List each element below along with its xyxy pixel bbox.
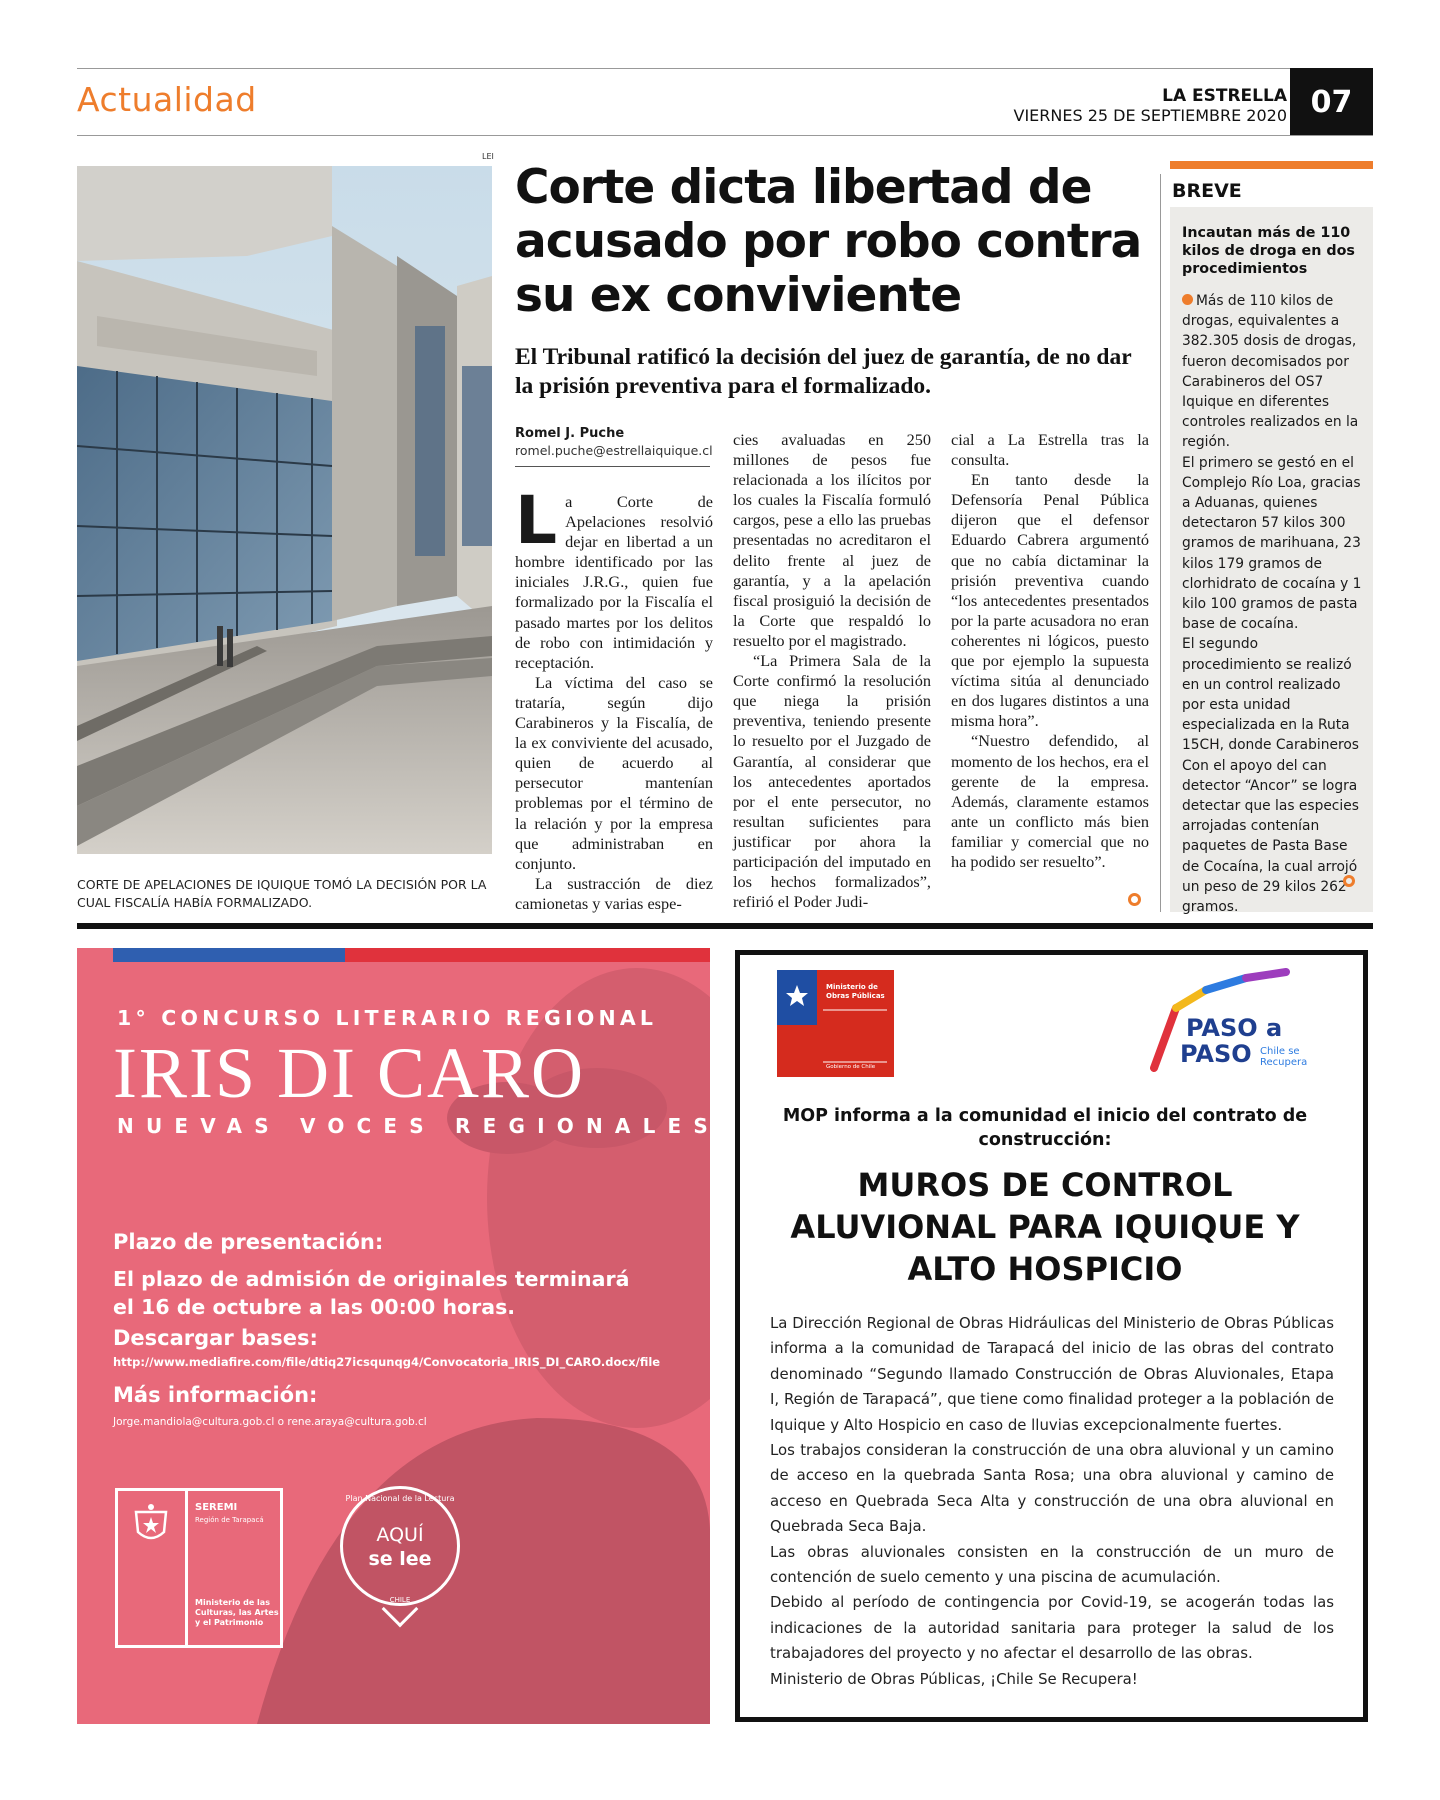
mop-title: MUROS DE CONTROL ALUVIONAL PARA IQUIQUE Y ALTO HOSPICIO	[790, 1166, 1300, 1288]
seremi-region: Región de Tarapacá	[195, 1516, 264, 1524]
author-name: Romel J. Puche	[515, 426, 625, 441]
court-building-photo	[77, 166, 492, 854]
deadline-heading: Plazo de presentación:	[113, 1230, 384, 1254]
deadline-text: El plazo de admisión de originales terminará el 16 de octubre a las 00:00 horas.	[113, 1267, 630, 1319]
paragraph: La Corte de Apelaciones resolvió dejar en libertad a un hombre identificado por las iniciales J.R.G., quien fue formalizado por la Fiscalía el pasado martes por los delitos de robo con intimidación y receptación.	[515, 482, 713, 672]
paso-label: PASO	[1180, 1040, 1252, 1068]
paragraph: La sustracción de diez camionetas y varias espe-	[515, 873, 713, 913]
byline-rule	[515, 466, 710, 467]
mop-logo-text: Ministerio de Obras Públicas	[826, 983, 885, 1000]
paragraph: cies avaluadas en 250 millones de pesos fue relacionada a los ilícitos por los cuales la Fiscalía formuló cargos, pese a ello las pruebas presentadas no acreditaron el delito frente al juez de garantía, y a la apelación fiscal prosiguió la decisión de la Corte que respaldó lo resuelto por el magistrado.	[733, 430, 931, 650]
paragraph: “La Primera Sala de la Corte confirmó la resolución que niega la prisión preventiva, teniendo presente lo resuelto por el Juzgado de Garantía, al considerar que los antecedentes aportados por el ente persecutor, no resultan suficientes para justificar por ahora la participación del imputado en los hechos formalizados”, refirió el Poder Judi-	[733, 651, 931, 912]
end-mark-icon	[1128, 893, 1141, 906]
section-title: Actualidad	[77, 80, 257, 119]
paragraph: cial a La Estrella tras la consulta.	[951, 430, 1149, 470]
brief-paragraph: El primero se gestó en el Complejo Río Loa, gracias a Aduanas, quienes detectaron 57 kilos 300 gramos de marihuana, 23 kilos 179 gramos de clorhidrato de cocaína y 1 kilo 100 gramos de pasta base de cocaína.	[1182, 454, 1362, 633]
brief-paragraph: El segundo procedimiento se realizó en un control realizado por esta unidad especializada en la Ruta 15CH, donde Carabineros Con el apoyo del can detector “Ancor” se logra detectar que las especies arrojadas contenían paquetes de Pasta Base de Cocaína, la cual arrojó un peso de 29 kilos 262 gramos.	[1182, 636, 1359, 916]
article-column-1	[515, 482, 713, 914]
photo-caption: CORTE DE APELACIONES DE IQUIQUE TOMÓ LA DECISIÓN POR LA CUAL FISCALÍA HABÍA FORMALIZADO.	[77, 877, 487, 910]
seremi-label: SEREMI	[195, 1502, 238, 1513]
photo-credit: LEI	[482, 152, 494, 161]
paragraph: Las obras aluvionales consisten en la construcción de un muro de contención de suelo cemento y una piscina de acumulación.	[770, 1542, 1334, 1587]
paragraph: “Nuestro defendido, al momento de los hechos, era el gerente de la empresa. Además, claramente estamos ante un conflicto más bien familiar y comercial que no ha podido ser resuelto”.	[951, 731, 1149, 871]
brief-paragraph: Más de 110 kilos de drogas, equivalentes a 382.305 dosis de drogas, fueron decomisados por Carabineros del OS7 Iquique en diferentes controles realizados en la región.	[1182, 293, 1359, 451]
info-emails[interactable]: Jorge.mandiola@cultura.gob.cl o rene.araya@cultura.gob.cl	[113, 1416, 427, 1428]
flag-stripe-red	[345, 948, 710, 962]
paragraph: Ministerio de Obras Públicas, ¡Chile Se Recupera!	[770, 1669, 1138, 1688]
brief-accent-bar	[1170, 161, 1373, 169]
article-headline: Corte dicta libertad de acusado por robo contra su ex conviviente	[515, 160, 1142, 323]
header-rule	[77, 135, 1373, 136]
aqui-label: AQUÍ	[376, 1524, 424, 1546]
bullet-icon	[1182, 294, 1193, 305]
paragraph: Debido al período de contingencia por Covid-19, se acogerán todas las indicaciones de la autoridad sanitaria para proteger la salud de los trabajadores del proyecto y no afectar el desarrollo de las obras.	[770, 1593, 1334, 1663]
contest-subtitle: NUEVAS VOCES REGIONALES	[117, 1114, 720, 1138]
paper-name: LA ESTRELLA	[1162, 86, 1287, 106]
paragraph: Los trabajos consideran la construcción de una obra aluvional y un camino de acceso en la quebrada Santa Rosa; una obra aluvional y camino de acceso en Quebrada Seca Alta y construcción de una obra aluvional en Quebrada Seca Baja.	[770, 1441, 1334, 1536]
article-deck: El Tribunal ratificó la decisión del juez de garantía, de no dar la prisión preventiva para el formalizado.	[515, 344, 1132, 399]
end-mark-icon	[1343, 875, 1355, 887]
download-link[interactable]: http://www.mediafire.com/file/dtiq27icsqunqg4/Convocatoria_IRIS_DI_CARO.docx/file	[113, 1355, 661, 1369]
brief-label: BREVE	[1172, 180, 1242, 202]
author-email[interactable]: romel.puche@estrellaiquique.cl	[515, 443, 713, 458]
flag-stripe-blue	[113, 948, 345, 962]
issue-date: VIERNES 25 DE SEPTIEMBRE 2020	[1013, 106, 1287, 125]
brief-text	[1182, 291, 1362, 917]
coat-of-arms-icon	[126, 1500, 176, 1550]
article-column-2	[733, 430, 931, 912]
contest-title: 1° CONCURSO LITERARIO REGIONAL	[117, 1006, 658, 1030]
paso-a-label: PASO a	[1186, 1014, 1283, 1042]
contest-name: IRIS DI CARO	[113, 1033, 586, 1113]
paragraph: En tanto desde la Defensoría Penal Pública dijeron que el defensor Eduardo Cabrera argumentó que no cabía dictaminar la prisión preventiva cuando “los antecedentes presentados por la parte acusadora no eran coherentes ni lógicos, puesto que por ejemplo la supuesta víctima sitúa al denunciado en dos lugares distintos a una misma hora”.	[951, 470, 1149, 731]
ministry-culture-label: Ministerio de las Culturas, las Artes y el Patrimonio	[195, 1598, 279, 1627]
gobierno-label: Gobierno de Chile	[826, 1064, 876, 1070]
seremi-divider	[185, 1488, 188, 1648]
chile-label: CHILE	[389, 1596, 411, 1604]
dropcap: L	[515, 482, 558, 559]
sidebar-divider	[1160, 174, 1161, 912]
paragraph: La Dirección Regional de Obras Hidráulicas del Ministerio de Obras Públicas informa a la comunidad de Tarapacá del inicio de las obras del contrato denominado “Segundo llamado Construcción de Obras Aluvionales, Etapa I, Región de Tarapacá”, que tiene como finalidad proteger a la población de Iquique y Alto Hospicio en caso de lluvias excepcionalmente fuertes.	[770, 1314, 1334, 1434]
chile-recupera-label: Chile se Recupera	[1260, 1046, 1308, 1068]
info-heading: Más información:	[113, 1383, 318, 1407]
page-number: 07	[1290, 68, 1373, 136]
download-heading: Descargar bases:	[113, 1326, 318, 1350]
se-lee-label: se lee	[368, 1548, 432, 1570]
aqui-se-lee-logo	[340, 1486, 460, 1606]
brief-title: Incautan más de 110 kilos de droga en dos procedimientos	[1182, 225, 1355, 277]
paragraph: La víctima del caso se trataría, según dijo Carabineros y la Fiscalía, de la ex conviviente del acusado, quien de acuerdo al persecutor mantenían problemas por el término de la relación y por la empresa que administraban en conjunto.	[515, 672, 713, 873]
mop-intro: MOP informa a la comunidad el inicio del contrato de construcción:	[782, 1106, 1308, 1150]
article-column-3	[951, 430, 1149, 872]
top-rule	[77, 68, 1373, 69]
mop-body	[770, 1311, 1334, 1692]
plan-lectura-label: Plan Nacional de la Lectura	[345, 1494, 455, 1503]
section-divider	[77, 923, 1373, 929]
